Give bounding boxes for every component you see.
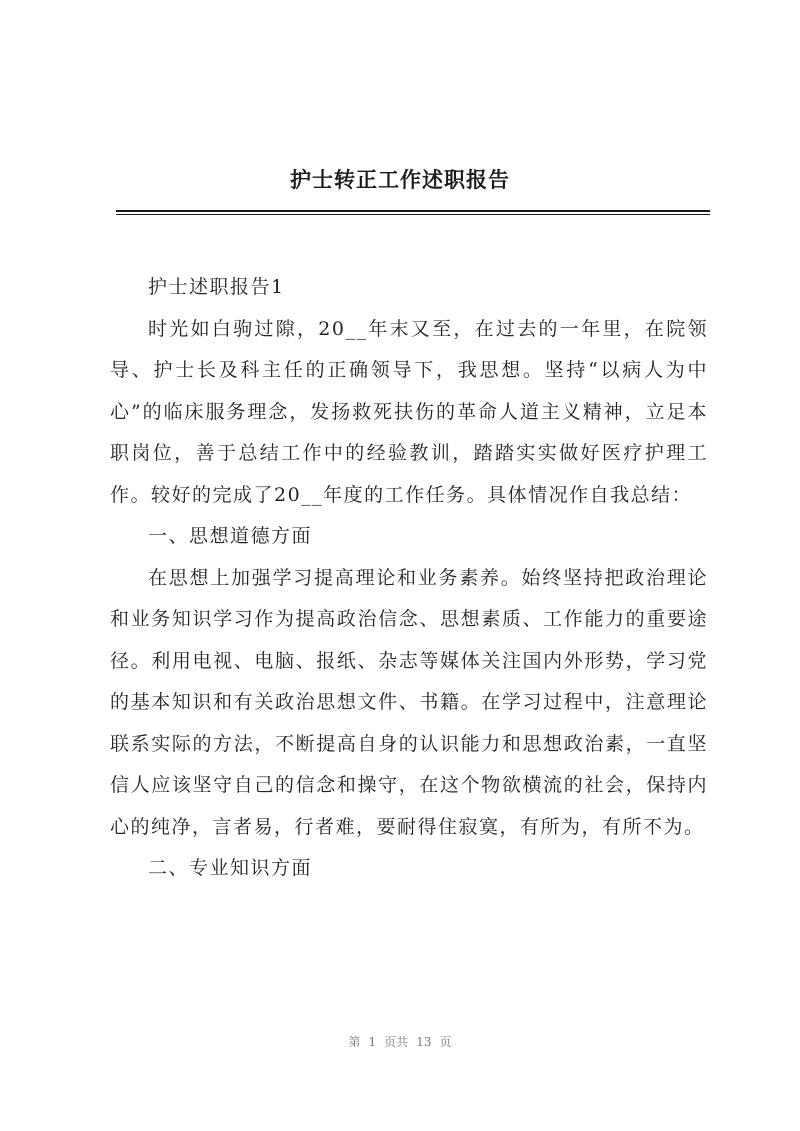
ideology-paragraph: 在思想上加强学习提高理论和业务素养。始终坚持把政治理论和业务知识学习作为提高政治信念、思想素质、工作能力的重要途径。利用电视、电脑、报纸、杂志等媒体关注国内外形势，学习党的基本知识和有关政治思想文件、书籍。在学习过程中，注意理论联系实际的方法，不断提高自身的认识能力和思想政治素，一直坚信人应该坚守自己的信念和操守，在这个物欲横流的社会，保持内心的纯净，言者易，行者难，要耐得住寂寞，有所为，有所不为。 <box>110 566 708 838</box>
document-body <box>110 267 708 890</box>
document-title: 护士转正工作述职报告 <box>290 167 510 192</box>
section-heading-professional: 二、专业知识方面 <box>148 857 313 879</box>
footer-label-pages: 页 <box>439 1035 452 1049</box>
title-divider-thin <box>116 214 710 215</box>
title-divider-thick <box>116 210 710 212</box>
footer-total-pages: 13 <box>416 1035 432 1049</box>
intro-paragraph: 时光如白驹过隙，20__年末又至，在过去的一年里，在院领导、护士长及科主任的正确领导下，我思想。坚持“以病人为中心”的临床服务理念，发扬救死扶伤的革命人道主义精神，立足本职岗位，善于总结工作中的经验教训，踏踏实实做好医疗护理工作。较好的完成了20__年度的工作任务。具体情况作自我总结： <box>110 317 708 506</box>
footer-label-page: 第 <box>348 1035 361 1049</box>
section-heading-ideology: 一、思想道德方面 <box>148 525 313 547</box>
section-heading-report-1: 护士述职报告1 <box>148 276 285 298</box>
footer-current-page: 1 <box>368 1035 377 1049</box>
footer-label-of: 页共 <box>384 1035 409 1049</box>
page-footer <box>0 1033 800 1050</box>
